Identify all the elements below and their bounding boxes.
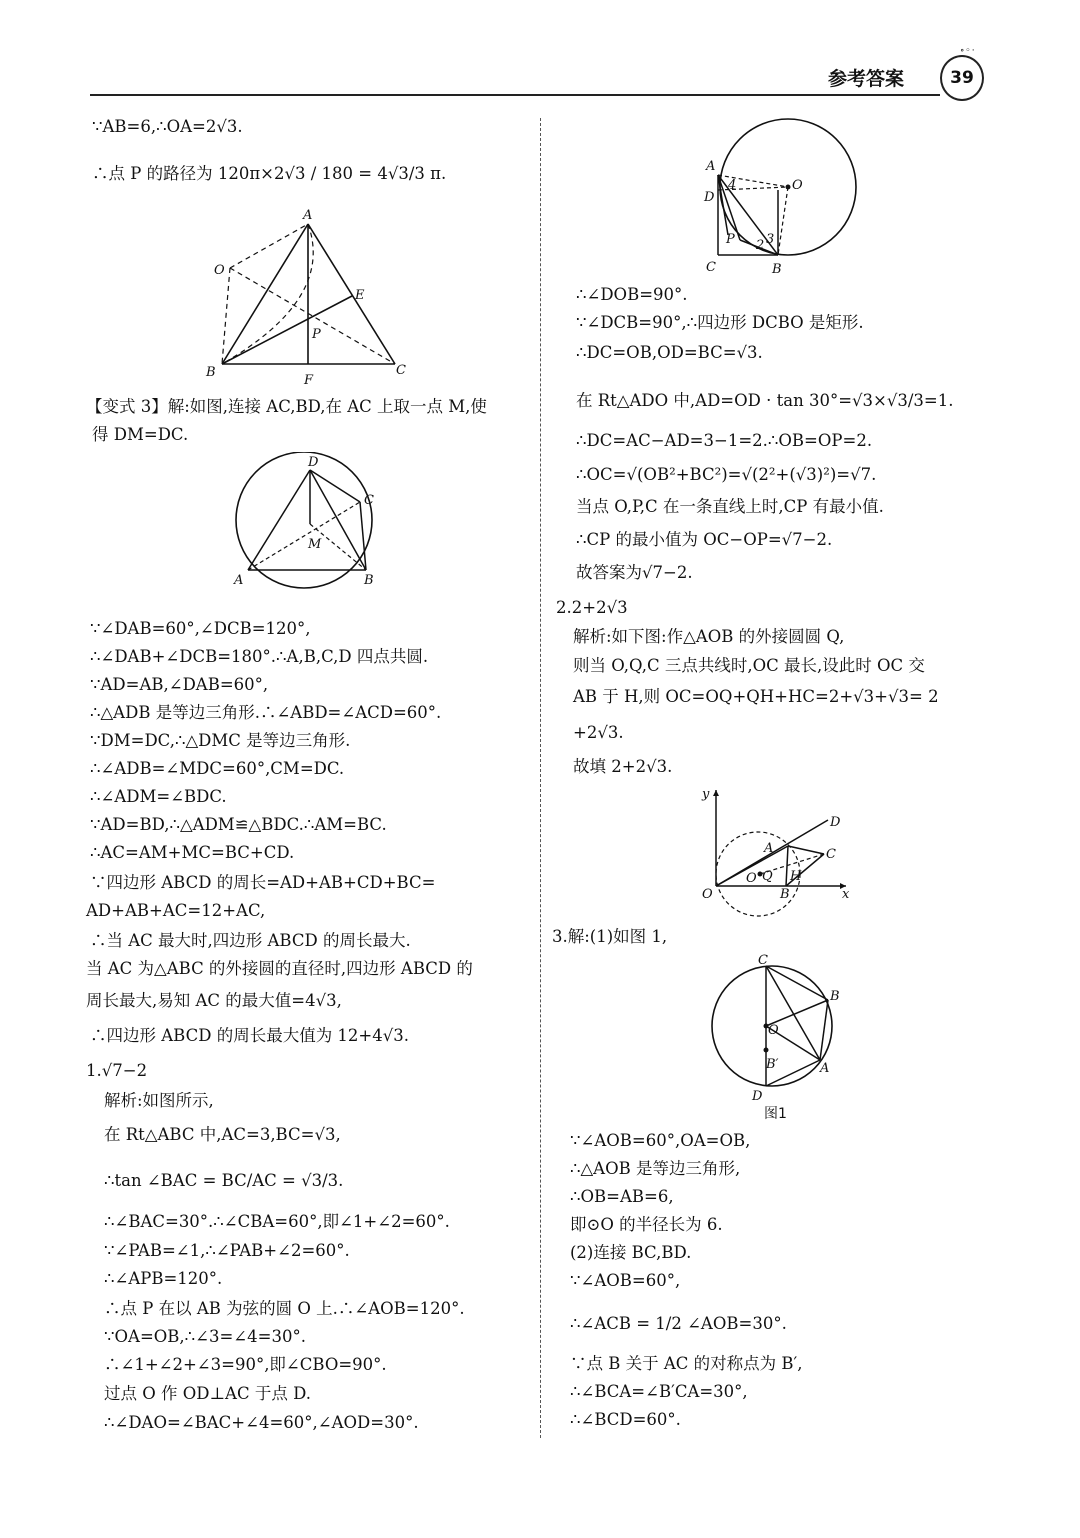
- label: D: [752, 1089, 763, 1104]
- text-line: 过点 O 作 OD⊥AC 于点 D.: [104, 1384, 311, 1403]
- header-rule: [90, 94, 940, 96]
- text-line: ∵四边形 ABCD 的周长=AD+AB+CD+BC=: [90, 873, 436, 892]
- text-line: 当 AC 为△ABC 的外接圆的直径时,四边形 ABCD 的: [86, 959, 473, 978]
- text-line: 在 Rt△ABC 中,AC=3,BC=√3,: [104, 1125, 341, 1144]
- page-number-decoration: ∘◦·: [960, 46, 976, 56]
- label: A: [706, 159, 716, 174]
- column-separator: [540, 118, 541, 1438]
- text-line: ∴DC=AC−AD=3−1=2.∴OB=OP=2.: [576, 431, 873, 450]
- text-line: ∴∠BCD=60°.: [570, 1410, 681, 1429]
- label: F: [304, 373, 314, 388]
- label: x: [842, 887, 850, 902]
- text-line: ∴△ADB 是等边三角形.∴∠ABD=∠ACD=60°.: [90, 703, 442, 722]
- text-line: ∴当 AC 最大时,四边形 ABCD 的周长最大.: [90, 931, 411, 950]
- text-line: 【变式 3】解:如图,连接 AC,BD,在 AC 上取一点 M,使: [86, 397, 487, 416]
- label: P: [312, 327, 321, 342]
- label: C: [706, 260, 716, 275]
- text-line: 2.2+2√3: [556, 598, 628, 617]
- text-line: ∴OB=AB=6,: [570, 1187, 674, 1206]
- text-line: ∵∠AOB=60°,OA=OB,: [570, 1131, 751, 1150]
- label: A: [764, 841, 774, 856]
- text-line: AD+AB+AC=12+AC,: [86, 901, 266, 920]
- label: B: [780, 887, 790, 902]
- text-line: 1.√7−2: [86, 1061, 148, 1080]
- text-line: ∴tan ∠BAC = BC/AC = √3/3.: [104, 1171, 344, 1190]
- text-line: ∵AB=6,∴OA=2√3.: [92, 117, 243, 136]
- figure-circle-o: [700, 115, 862, 280]
- label: C: [826, 847, 836, 862]
- figure-triangle: [200, 204, 420, 390]
- label: D: [704, 190, 715, 205]
- label: B′: [766, 1057, 779, 1072]
- text-line: ∵点 B 关于 AC 的对称点为 B′,: [570, 1354, 803, 1373]
- label: D: [830, 815, 841, 830]
- label: A: [303, 208, 313, 223]
- text-line: ∴∠ACB = 1/2 ∠AOB=30°.: [570, 1314, 787, 1333]
- figure-caption: 图1: [764, 1106, 787, 1122]
- label: A: [234, 573, 244, 588]
- label: A: [820, 1061, 830, 1076]
- label: 3: [766, 232, 775, 247]
- label: D: [308, 455, 319, 470]
- label: C: [364, 493, 374, 508]
- label: O: [214, 263, 225, 278]
- figure-circle-abcd: [228, 452, 388, 592]
- label: M: [308, 537, 322, 552]
- text-line: 得 DM=DC.: [92, 425, 189, 444]
- text-line: ∴∠BAC=30°.∴∠CBA=60°,即∠1+∠2=60°.: [104, 1212, 450, 1231]
- text-line: 即⊙O 的半径长为 6.: [570, 1215, 723, 1234]
- text-line: ∴∠ADM=∠BDC.: [90, 787, 227, 806]
- text-line: 当点 O,P,C 在一条直线上时,CP 有最小值.: [576, 497, 884, 516]
- label: O: [792, 178, 803, 193]
- label: P: [726, 232, 735, 247]
- text-line: 故填 2+2√3.: [573, 757, 673, 776]
- text-line: ∴AC=AM+MC=BC+CD.: [90, 843, 295, 862]
- label: y: [702, 787, 710, 802]
- text-line: 周长最大,易知 AC 的最大值=4√3,: [86, 991, 342, 1010]
- label: B: [772, 262, 782, 277]
- text-line: 在 Rt△ADO 中,AD=OD · tan 30°=√3×√3/3=1.: [576, 391, 954, 410]
- text-line: ∴△AOB 是等边三角形,: [570, 1159, 741, 1178]
- figure-coordinate: [698, 782, 858, 918]
- label: 4: [728, 178, 737, 193]
- label: C: [396, 363, 406, 378]
- text-line: 解析:如图所示,: [104, 1091, 214, 1110]
- label: B: [206, 365, 216, 380]
- text-line: ∴点 P 的路径为 120π×2√3 / 180 = 4√3/3 π.: [92, 164, 447, 183]
- text-line: ∴∠1+∠2+∠3=90°,即∠CBO=90°.: [104, 1355, 387, 1374]
- label: B: [364, 573, 374, 588]
- label: B: [830, 989, 840, 1004]
- text-line: ∴OC=√(OB²+BC²)=√(2²+(√3)²)=√7.: [576, 465, 877, 484]
- text-line: 故答案为√7−2.: [576, 563, 693, 582]
- header-title: 参考答案: [828, 68, 905, 90]
- text-line: ∴∠DOB=90°.: [576, 285, 688, 304]
- text-line: ∴∠ADB=∠MDC=60°,CM=DC.: [90, 759, 345, 778]
- label: O: [768, 1023, 779, 1038]
- text-line: ∵AD=AB,∠DAB=60°,: [90, 675, 269, 694]
- text-line: ∴CP 的最小值为 OC−OP=√7−2.: [576, 530, 833, 549]
- text-line: ∵DM=DC,∴△DMC 是等边三角形.: [90, 731, 351, 750]
- page-number: 39: [940, 55, 984, 101]
- label: C: [758, 953, 768, 968]
- text-line: ∵AD=BD,∴△ADM≌△BDC.∴AM=BC.: [90, 815, 387, 834]
- text-line: ∴∠DAB+∠DCB=180°.∴A,B,C,D 四点共圆.: [90, 647, 429, 666]
- text-line: ∵∠PAB=∠1,∴∠PAB+∠2=60°.: [104, 1241, 350, 1260]
- text-line: ∴DC=OB,OD=BC=√3.: [576, 343, 763, 362]
- text-line: ∵OA=OB,∴∠3=∠4=30°.: [104, 1327, 306, 1346]
- text-line: ∵∠AOB=60°,: [570, 1271, 681, 1290]
- text-line: (2)连接 BC,BD.: [570, 1243, 692, 1262]
- text-line: 则当 O,Q,C 三点共线时,OC 最长,设此时 OC 交: [573, 656, 925, 675]
- label: E: [355, 288, 365, 303]
- figure-1: [706, 950, 856, 1122]
- text-line: +2√3.: [573, 723, 624, 742]
- label: O: [702, 887, 713, 902]
- label: O: [746, 871, 757, 886]
- text-line: ∵∠DCB=90°,∴四边形 DCBO 是矩形.: [576, 313, 864, 332]
- text-line: 3.解:(1)如图 1,: [552, 927, 668, 946]
- text-line: AB 于 H,则 OC=OQ+QH+HC=2+√3+√3= 2: [573, 687, 939, 706]
- text-line: ∴点 P 在以 AB 为弦的圆 O 上.∴∠AOB=120°.: [104, 1299, 465, 1318]
- text-line: ∴∠APB=120°.: [104, 1269, 223, 1288]
- text-line: ∵∠DAB=60°,∠DCB=120°,: [90, 619, 311, 638]
- text-line: ∴四边形 ABCD 的周长最大值为 12+4√3.: [90, 1026, 410, 1045]
- label: 2: [756, 238, 765, 253]
- text-line: 解析:如下图:作△AOB 的外接圆圆 Q,: [573, 627, 845, 646]
- label: H: [790, 869, 802, 884]
- text-line: ∴∠BCA=∠B′CA=30°,: [570, 1382, 748, 1401]
- text-line: ∴∠DAO=∠BAC+∠4=60°,∠AOD=30°.: [104, 1413, 419, 1432]
- label: Q: [762, 869, 773, 884]
